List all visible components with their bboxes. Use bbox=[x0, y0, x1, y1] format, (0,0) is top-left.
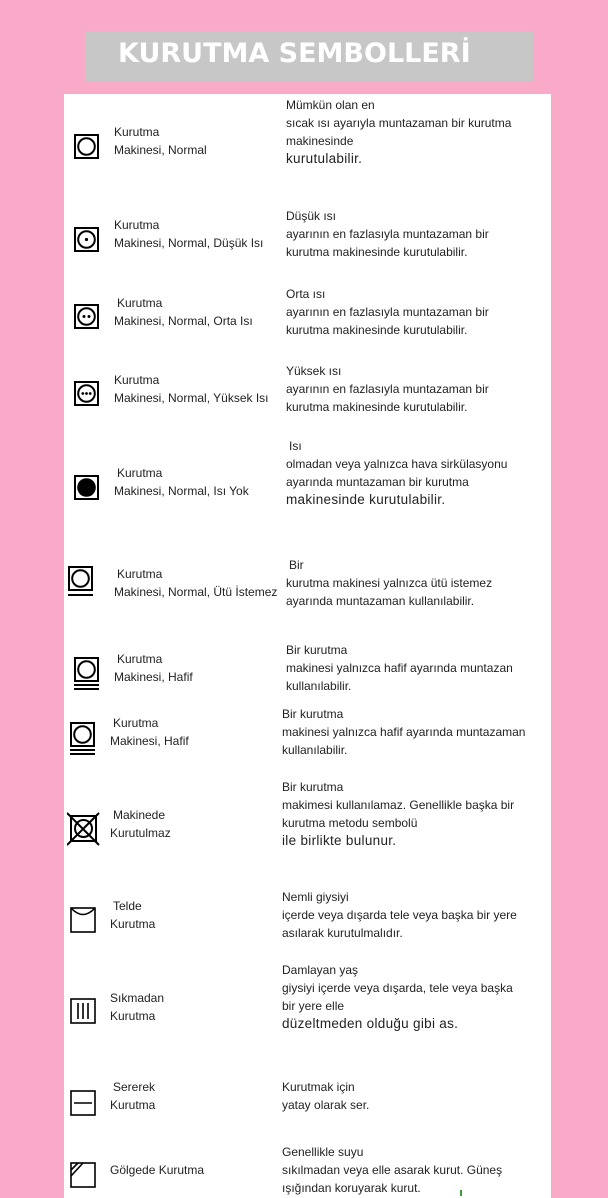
symbol-label: Makinede Kurutulmaz bbox=[110, 808, 171, 840]
symbol-description: Genellikle suyu sıkılmadan veya elle asarak kurut. Güneş ışığından koruyarak kurut. bbox=[282, 1145, 503, 1195]
symbol-label: Kurutma Makinesi, Normal, Düşük Isı bbox=[114, 218, 264, 250]
symbol-description: Bir kurutma makinesi yalnızca hafif ayarında muntazaman kullanılabilir. bbox=[282, 707, 526, 757]
line-dry-icon bbox=[70, 907, 96, 933]
symbol-description: Isı olmadan veya yalnızca hava sirkülasyonu ayarında muntazaman bir kurutma makinesinde kurutulabilir. bbox=[286, 439, 508, 507]
tumble-dry-normal-icon bbox=[74, 134, 99, 159]
symbol-description: Bir kurutma makimesi kullanılamaz. Genellikle başka bir kurutma metodu sembolü ile birlikte bulunur. bbox=[282, 780, 515, 848]
symbol-description: Mümkün olan en sıcak ısı ayarıyla muntazaman bir kurutma makinesinde kurutulabilir. bbox=[286, 98, 512, 166]
symbol-description: Orta ısı ayarının en fazlasıyla muntazaman bir kurutma makinesinde kurutulabilir. bbox=[286, 287, 489, 337]
page-title: KURUTMA SEMBOLLERİ bbox=[118, 38, 471, 69]
symbol-label: Kurutma Makinesi, Normal, Yüksek Isı bbox=[114, 373, 269, 405]
tumble-dry-low-heat-icon bbox=[74, 227, 99, 252]
symbol-label: Gölgede Kurutma bbox=[110, 1163, 205, 1177]
do-not-tumble-dry-icon bbox=[67, 812, 100, 846]
symbol-description: Nemli giysiyi içerde veya dışarda tele veya başka bir yere asılarak kurutulmalıdır. bbox=[282, 890, 517, 940]
symbol-label: Kurutma Makinesi, Hafif bbox=[114, 652, 193, 684]
symbol-label: Kurutma Makinesi, Hafif bbox=[110, 716, 189, 748]
symbol-description: Yüksek ısı ayarının en fazlasıyla muntazaman bir kurutma makinesinde kurutulabilir. bbox=[286, 364, 489, 414]
tumble-dry-high-heat-icon bbox=[74, 381, 99, 406]
symbol-label: Kurutma Makinesi, Normal bbox=[114, 125, 207, 157]
symbol-description: Bir kurutma makinesi yalnızca ütü istemez ayarında muntazaman kullanılabilir. bbox=[286, 558, 493, 608]
dry-in-shade-icon bbox=[70, 1162, 96, 1188]
title-banner bbox=[85, 31, 533, 81]
symbol-label: Kurutma Makinesi, Normal, Ütü İstemez bbox=[114, 567, 278, 599]
symbol-label: Telde Kurutma bbox=[110, 899, 156, 931]
tumble-dry-permanent-press-icon bbox=[68, 566, 93, 598]
symbol-label: Sererek Kurutma bbox=[110, 1080, 156, 1112]
symbol-description: Bir kurutma makinesi yalnızca hafif ayarında muntazan kullanılabilir. bbox=[286, 643, 513, 693]
symbol-description: Düşük ısı ayarının en fazlasıyla muntazaman bir kurutma makinesinde kurutulabilir. bbox=[286, 209, 489, 259]
dry-flat-icon bbox=[70, 1090, 96, 1116]
tumble-dry-gentle-icon bbox=[74, 657, 99, 691]
drip-dry-icon bbox=[70, 998, 96, 1024]
symbol-label: Kurutma Makinesi, Normal, Isı Yok bbox=[114, 466, 249, 498]
tumble-dry-gentle-alt-icon bbox=[70, 722, 95, 756]
symbol-label: Sıkmadan Kurutma bbox=[110, 991, 165, 1023]
symbol-sheet bbox=[64, 94, 551, 1198]
symbol-description: Kurutmak için yatay olarak ser. bbox=[282, 1080, 370, 1112]
decorative-mark bbox=[460, 1190, 462, 1196]
tumble-dry-medium-heat-icon bbox=[74, 304, 99, 329]
tumble-dry-no-heat-icon bbox=[74, 475, 99, 500]
symbol-description: Damlayan yaş giysiyi içerde veya dışarda, tele veya başka bir yere elle düzeltmeden olduğu gibi as. bbox=[282, 963, 513, 1031]
symbol-label: Kurutma Makinesi, Normal, Orta Isı bbox=[114, 296, 253, 328]
